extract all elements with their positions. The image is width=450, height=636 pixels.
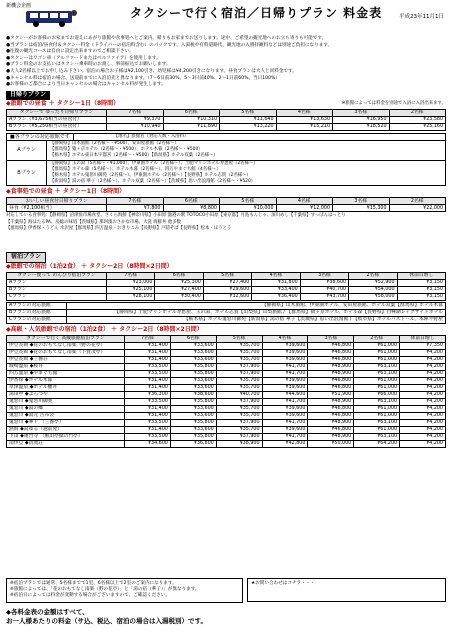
table-cell: 湯田中 ◆よろづや xyxy=(7,391,125,398)
table-cell: ¥4,200 xyxy=(400,363,446,370)
table-cell: ¥10,000 xyxy=(220,205,277,212)
table-cell: ¥3,150 xyxy=(397,279,445,286)
table-cell: ¥3,150 xyxy=(397,293,445,300)
table-cell: ¥39,600 xyxy=(262,356,308,363)
table-cell: ¥7,800 xyxy=(107,205,164,212)
venue-line: 【千葉県】海ほたるPA、房総の味処【茨城県】那珂湊おさかな市場、大洗 海鮮丼 他多数 xyxy=(6,219,182,225)
table-header-cell: 2名様 xyxy=(389,109,446,116)
table-cell: ¥63,100 xyxy=(354,398,400,405)
table-header-cell: 5名様 xyxy=(220,109,277,116)
table-cell: Cプラン xyxy=(7,293,107,300)
table-cell: ¥37,900 xyxy=(216,433,262,440)
table-header-cell: 4名様 xyxy=(252,272,300,279)
table-header-row xyxy=(7,109,446,116)
table-header-cell: 6名様 xyxy=(163,109,220,116)
table-cell: ¥63,100 xyxy=(354,363,400,370)
table-row xyxy=(7,349,446,356)
table-cell: ¥31,400 xyxy=(125,349,171,356)
table-cell: ¥48,900 xyxy=(308,398,354,405)
plan-a-label: Aプラン xyxy=(7,141,47,160)
table-cell: ¥66,000 xyxy=(354,391,400,398)
table-header-cell: 3名様 xyxy=(308,335,354,342)
table-cell: ¥38,600 xyxy=(170,391,216,398)
table-cell: ¥4,200 xyxy=(400,405,446,412)
table-header-cell: タクシーで ゆったり日帰りプラン xyxy=(7,109,107,116)
table-row xyxy=(7,123,446,130)
footer-note: ※宿泊日によっては料金が変動する場合がございますので、ご確認ください。 xyxy=(10,593,170,599)
table-cell: ¥4,200 xyxy=(400,419,446,426)
footer-note: ※旅館によっては、「花のおもてなし南楽（野の花亭）」と「湯の宿（華子）」が異なります。 xyxy=(10,587,200,593)
table-row xyxy=(7,398,446,405)
table-cell: ¥35,800 xyxy=(170,433,216,440)
table-cell: Cプランの対応旅館 xyxy=(7,316,67,323)
table-cell: ¥52,900 xyxy=(349,279,397,286)
table-cell: 昼食（¥2,100相当） xyxy=(7,205,107,212)
table-cell: ¥33,600 xyxy=(170,405,216,412)
table-row xyxy=(7,377,446,384)
table-cell: ¥37,900 xyxy=(216,370,262,377)
table-cell: ¥4,200 xyxy=(400,384,446,391)
table-header-cell: タクシー使って のんびり宿泊プラン xyxy=(7,272,107,279)
table-cell: 鬼怒川 ◆鬼怒川御苑 xyxy=(7,398,125,405)
table-cell: ¥46,800 xyxy=(308,384,354,391)
table-cell: 四万温泉 ◆やまぐち館 xyxy=(7,370,125,377)
table-cell: ¥35,800 xyxy=(170,398,216,405)
table-cell: ¥61,000 xyxy=(354,356,400,363)
table-cell: ¥40,700 xyxy=(300,286,348,293)
table-cell: ¥46,800 xyxy=(308,405,354,412)
table-cell: ¥33,600 xyxy=(170,426,216,433)
table-cell: Bプランの対応旅館 xyxy=(7,309,67,316)
table-cell: ¥33,600 xyxy=(170,412,216,419)
table-cell: 伊香保 ◆ホテル木暮 xyxy=(7,377,125,384)
table-cell: ¥4,200 xyxy=(400,349,446,356)
table-cell: ¥50,000 xyxy=(308,440,354,447)
table-header-cell: 2名様 xyxy=(354,335,400,342)
table-cell: 南伊豆 ◆清流荘 xyxy=(7,440,125,447)
table-cell: ¥61,000 xyxy=(354,384,400,391)
table-cell: ¥51,900 xyxy=(308,391,354,398)
table-header-cell: 7名様 xyxy=(107,198,164,205)
table-cell: ¥4,200 xyxy=(400,433,446,440)
table-cell: ¥33,500 xyxy=(125,398,171,405)
table-cell: ¥35,700 xyxy=(216,384,262,391)
table-cell: ¥35,800 xyxy=(170,370,216,377)
note-item: ●往復の観光コースは自由に設定出来ますのでご相談下さい。 xyxy=(6,49,134,55)
table-cell: 熱海 ◆湯ゆる（越前屋） xyxy=(7,426,125,433)
table-cell: ¥46,800 xyxy=(308,356,354,363)
standard-stay-table xyxy=(6,272,446,301)
table-cell: ¥9,370 xyxy=(107,116,164,123)
price-note xyxy=(6,608,446,626)
plan-header: 【地名】旅館名（対応人数・入浴料） xyxy=(113,133,189,139)
table-cell: ¥35,700 xyxy=(216,412,262,419)
table-row xyxy=(7,302,446,309)
table-cell: ¥10,310 xyxy=(163,116,220,123)
table-row xyxy=(7,342,446,349)
venue-line: 【栃木県】ホテル東日本宇都宮（2名様～・¥500）【新潟県】ホテル双葉（2名様～） xyxy=(50,153,218,159)
table-row xyxy=(7,279,446,286)
table-cell: ¥16,950 xyxy=(333,116,390,123)
plan-note: ■各プランの対応旅館です xyxy=(7,134,74,140)
table-header-cell: 6名様 xyxy=(170,335,216,342)
table-header-cell: 5名様 xyxy=(220,198,277,205)
notes-list xyxy=(6,36,446,89)
table-cell: ¥38,600 xyxy=(300,279,348,286)
table-cell: ¥46,800 xyxy=(308,377,354,384)
table-cell: ¥33,600 xyxy=(170,377,216,384)
table-row xyxy=(7,370,446,377)
table-cell: ¥35,700 xyxy=(216,349,262,356)
table-cell: 下田 ◆蓮台寺 （風山亭緑の竹亭） xyxy=(7,433,125,440)
table-row xyxy=(7,363,446,370)
table-cell: ¥63,100 xyxy=(354,370,400,377)
table-cell: ¥46,800 xyxy=(308,349,354,356)
table-header-cell: 休前日増し xyxy=(397,272,445,279)
table-cell: Aプラン（¥3,675相当の昼食付） xyxy=(7,116,107,123)
table-cell: ¥33,400 xyxy=(252,286,300,293)
table-cell: ¥28,100 xyxy=(107,293,155,300)
table-header-cell: 3名様 xyxy=(333,109,390,116)
table-cell: 伊豆長岡 ◆花のおもてなし南楽（下賀茂亭） xyxy=(7,349,125,356)
table-header-cell: 6名様 xyxy=(155,272,203,279)
price-note-line: ◆各料金表の金額はすべて、 xyxy=(6,608,89,616)
table-cell: ¥38,900 xyxy=(216,440,262,447)
note-item: ●プラン料金のお支払いはタクシー乗車時のお渡し、事前振込でお願いします。 xyxy=(6,62,171,68)
table-cell: ¥39,600 xyxy=(262,426,308,433)
table-cell: ¥31,400 xyxy=(125,384,171,391)
table-cell: ¥33,500 xyxy=(125,433,171,440)
table-cell: ¥37,900 xyxy=(216,398,262,405)
table-header-cell: 7名様 xyxy=(125,335,171,342)
table-row xyxy=(7,316,446,323)
table-cell: Aプランの対応旅館 xyxy=(7,302,67,309)
table-row xyxy=(7,391,446,398)
table-cell: ¥31,400 xyxy=(125,426,171,433)
table-header-cell: 3名様 xyxy=(300,272,348,279)
table-header-cell: 2名様 xyxy=(349,272,397,279)
table-cell: ¥31,400 xyxy=(125,412,171,419)
table-cell: ¥11,890 xyxy=(163,123,220,130)
table-cell: ¥13,220 xyxy=(220,123,277,130)
restaurant-lunch-table xyxy=(6,197,446,212)
table-row xyxy=(7,412,446,419)
table-cell: ¥39,600 xyxy=(262,349,308,356)
table-cell: ¥4,200 xyxy=(400,426,446,433)
table-header-row xyxy=(7,335,446,342)
table-cell: ¥58,000 xyxy=(349,293,397,300)
venue-line: 【群馬県】伊香保・うどん 水沢屋【群馬県】四万温泉・おきりこみ【長野県】戸隠そば【長野県】松本・ほうとう xyxy=(6,225,232,231)
venue-line: 【静岡県】山木旅館（2名様～・¥500）、安田屋旅館（2名様～） xyxy=(50,140,179,146)
table-cell: ¥4,200 xyxy=(400,356,446,363)
table-cell: ¥61,000 xyxy=(354,342,400,349)
table-cell: ¥41,700 xyxy=(262,419,308,426)
table-row xyxy=(7,384,446,391)
table-cell: ¥8,800 xyxy=(163,205,220,212)
table-cell: ¥41,700 xyxy=(262,433,308,440)
table-cell: ¥48,900 xyxy=(308,363,354,370)
restaurant-lunch-heading: ◆食事処での昼食 ＋ タクシー1日（8時間） xyxy=(6,188,126,196)
table-cell: ¥31,400 xyxy=(125,356,171,363)
table-cell: ¥39,600 xyxy=(262,412,308,419)
venue-line: 【栃木県】ホテル鬼怒川御苑（2名様～）、伊東園ホテル（2名様～）【長野県】ホテル志賀（2名様～） xyxy=(50,173,251,178)
venue-line: 【新潟県】湯の宿 華子（2名様～）、ホテル双葉（2名様～）【茨城県】思い出浪漫館（2名様～・¥520） xyxy=(50,179,256,185)
table-cell: 鬼怒川 ◆湯の郷 xyxy=(7,405,125,412)
table-cell: ¥35,800 xyxy=(170,363,216,370)
note-item: ●お客様のご都合により当日キャンセルの場合はキャンセル料が発生します。 xyxy=(6,82,166,88)
table-cell: 城崎温泉 ◆桜井 xyxy=(7,363,125,370)
table-cell: ¥4,200 xyxy=(400,440,446,447)
table-cell: ¥40,700 xyxy=(216,391,262,398)
contact-label: ★お問い合わせはコチラ・・・ xyxy=(251,581,315,586)
venue-line: 【群馬県】ホテル森（5名様～）、ホテル木暮（2名様～）、四万やまぐち館（4名様～） xyxy=(50,166,221,172)
table-header-cell: 2名様 xyxy=(389,198,446,205)
table-row xyxy=(7,433,446,440)
table-cell: ¥46,800 xyxy=(308,426,354,433)
table-cell: ¥39,600 xyxy=(262,342,308,349)
table-cell: ¥31,400 xyxy=(125,377,171,384)
table-cell: 草津温泉 ◆ホテル櫻井 xyxy=(7,384,125,391)
note-item: ●キャンセル料は宿泊の場合、送迎前までに入泊泊先と異なります。（7～6日前30%、5～3日前40%、2～1日前60%、当日100%） xyxy=(6,75,280,81)
spa-plan-venues xyxy=(6,133,446,187)
table-header-cell: 休前日増し xyxy=(400,335,446,342)
table-row xyxy=(7,419,446,426)
table-header-row xyxy=(7,198,446,205)
table-cell: ¥27,400 xyxy=(155,286,203,293)
table-header-cell: 5名様 xyxy=(216,335,262,342)
note-item: ●当プランは宿泊/昼食付＆タクシー料金（ドライバーの宿泊料含む）のパックです。入湯税や有料道路代、観光地の入園拝観料などは別途ご負担になります。 xyxy=(6,42,333,48)
table-cell: ¥61,000 xyxy=(354,405,400,412)
table-cell: 伊豆長岡 ◆花のおもてなし南楽（野の花亭） xyxy=(7,342,125,349)
table-cell: ¥3,150 xyxy=(397,286,445,293)
table-cell: 【栃木県】ホテル鬼怒川御苑【新潟県】湯の宿 華子【茨城県】思い出浪漫館 / 【岐阜県】ホテルパストール、本陣平野屋 xyxy=(67,316,446,323)
table-cell: ¥33,600 xyxy=(170,356,216,363)
table-row xyxy=(7,286,446,293)
company-name: 新機会企画 xyxy=(6,3,32,9)
spa-lunch-note: ※旅館によっては料金を別途で入浴に入浴出来ます。 xyxy=(341,100,446,106)
table-cell: ¥13,630 xyxy=(276,116,333,123)
document-date: 平成23年11月1日 xyxy=(399,14,444,20)
table-cell: ¥35,700 xyxy=(216,426,262,433)
table-cell: ¥34,600 xyxy=(125,440,171,447)
table-cell: 伊豆長岡 ◆三養荘 xyxy=(7,356,125,363)
table-cell: ¥33,600 xyxy=(170,349,216,356)
table-header-cell: タクシーで行く 高級旅館宿泊プラン xyxy=(7,335,125,342)
table-row xyxy=(7,309,446,316)
table-cell: ¥35,700 xyxy=(216,405,262,412)
table-row xyxy=(7,116,446,123)
note-item: ●タクシーがお客様のお家までお迎えにあがり旅館や食事処へとご案内。帰りもお家までお送りします。途中、ご希望の観光地へのお立ち寄りも可能です。 xyxy=(6,36,327,41)
price-note-line: お一人様あたりの料金（サ込、税込、宿泊の場合は入湯税別）です。 xyxy=(6,617,207,625)
table-cell: 鬼怒川 ◆華千 （三養亭） xyxy=(7,419,125,426)
table-cell: ¥61,000 xyxy=(354,412,400,419)
table-cell: ¥33,600 xyxy=(170,384,216,391)
table-cell: ¥41,700 xyxy=(262,398,308,405)
table-cell: ¥12,000 xyxy=(276,205,333,212)
spa-lunch-table xyxy=(6,109,446,131)
table-cell: ¥11,640 xyxy=(220,116,277,123)
contact-box xyxy=(247,578,446,602)
table-cell: ¥43,700 xyxy=(300,293,348,300)
table-cell: Aプラン xyxy=(7,279,107,286)
table-cell: ¥35,700 xyxy=(216,356,262,363)
table-cell: 【静岡県】土肥マリンホテル寿恵屋、玉の湯、ホテル志賀【山梨県】山梨旅館 / 【群馬県】猿ヶ京ホテル、ホテル森【長野県】白樺湖レイクサイドホテル xyxy=(67,309,446,316)
standard-stay-venues xyxy=(6,302,446,324)
table-cell: ¥61,000 xyxy=(354,349,400,356)
table-cell: ¥42,800 xyxy=(262,440,308,447)
note-item: ●タクシーはワゴン車（アルファードまたはベルファイア）を使用します。 xyxy=(6,55,161,61)
table-cell: ¥37,900 xyxy=(216,363,262,370)
table-cell: ¥48,900 xyxy=(308,433,354,440)
table-cell: ¥31,800 xyxy=(252,279,300,286)
table-cell: ¥39,600 xyxy=(262,384,308,391)
table-cell: ¥48,900 xyxy=(308,370,354,377)
table-cell: ¥4,200 xyxy=(400,412,446,419)
footer-note: ※宿泊プランでは通常、5名様までで1室、6名様以上で2室のご案内になります。 xyxy=(10,581,177,586)
table-cell: Bプラン（¥5,250相当の昼食付） xyxy=(7,123,107,130)
standard-stay-heading: ◆旅館での宿泊（1泊2食） ＋ タクシー2日（8時間×2日間） xyxy=(6,262,173,270)
table-cell: ¥36,800 xyxy=(170,440,216,447)
table-header-cell: 5名様 xyxy=(203,272,251,279)
table-header-cell: 4名様 xyxy=(276,109,333,116)
table-cell: ¥23,000 xyxy=(107,279,155,286)
table-row xyxy=(7,426,446,433)
table-cell: ¥48,900 xyxy=(308,419,354,426)
table-cell: ¥25,100 xyxy=(107,286,155,293)
table-cell: ¥54,000 xyxy=(349,286,397,293)
table-cell: ¥7,350 xyxy=(400,342,446,349)
venue-line: 対応している食事処：【静岡県】沼津魚市場食堂、さくら海鮮【神奈川県】小田原 漁港の駅 TOTOCO小田原【東京都】月島もんじゃ、深川めし【千葉県】すっぽんはっとり xyxy=(6,213,346,219)
table-cell: ¥4,200 xyxy=(400,377,446,384)
table-cell: ¥30,400 xyxy=(155,293,203,300)
venue-line: 【静岡県】玉の湯（5名様～・¥1,000）、伊東園ホテル（2名様～）、土肥マリンホテル寿恵屋（2名様～） xyxy=(50,160,258,166)
table-cell: ¥39,600 xyxy=(262,377,308,384)
table-cell: ¥33,500 xyxy=(125,370,171,377)
table-cell: ¥25,300 xyxy=(155,279,203,286)
table-header-cell: 4名様 xyxy=(262,335,308,342)
table-cell: ¥44,600 xyxy=(262,391,308,398)
table-cell: ¥63,100 xyxy=(354,419,400,426)
table-row xyxy=(7,293,446,300)
table-cell: ¥33,500 xyxy=(125,363,171,370)
table-header-cell: 7名様 xyxy=(107,109,164,116)
table-cell: ¥31,400 xyxy=(125,405,171,412)
table-cell: ¥46,800 xyxy=(308,412,354,419)
table-cell: ¥23,580 xyxy=(389,116,446,123)
table-cell: ¥4,200 xyxy=(400,398,446,405)
table-cell: 鬼怒川 ◆湯元 古布袋 xyxy=(7,412,125,419)
taxi-van-icon xyxy=(22,5,80,29)
daytrip-section-label: 日帰りプラン xyxy=(6,91,50,100)
table-header-cell: 7名様 xyxy=(107,272,155,279)
table-cell: ¥35,700 xyxy=(216,377,262,384)
table-cell: ¥39,600 xyxy=(262,405,308,412)
table-cell: ¥25,160 xyxy=(389,123,446,130)
note-item: ●大人2名様以上でお申し込み下さい。宿泊の場合お子様は¥2,100引き、幼児様は¥4,200引きになります。昼食プランは大人と同料金です。 xyxy=(6,68,297,74)
table-cell: ¥33,500 xyxy=(125,419,171,426)
premium-stay-heading: ◆高級・人気旅館での宿泊（1泊2食） ＋ タクシー2日（8時間×2日間） xyxy=(6,325,203,333)
page-title: タクシーで行く宿泊／日帰りプラン 料金表 xyxy=(130,6,383,20)
table-row xyxy=(7,405,446,412)
table-cell: ¥46,800 xyxy=(308,342,354,349)
stay-section-label: 宿泊プラン xyxy=(6,252,46,263)
table-cell: ¥32,600 xyxy=(203,293,251,300)
table-cell: ¥22,000 xyxy=(389,205,446,212)
table-cell: ¥18,520 xyxy=(333,123,390,130)
table-cell: ¥64,200 xyxy=(354,440,400,447)
table-cell: ¥61,000 xyxy=(354,377,400,384)
table-cell: ¥15,210 xyxy=(276,123,333,130)
premium-stay-table xyxy=(6,335,446,448)
venue-line: 【群馬県】猿ヶ京ホテル（2名様～・¥500）、ホテル木暮（2名様～・¥500） xyxy=(50,147,203,153)
table-cell: ¥61,000 xyxy=(354,426,400,433)
table-row xyxy=(7,205,446,212)
table-header-cell: 3名様 xyxy=(333,198,390,205)
table-cell: ¥36,400 xyxy=(252,293,300,300)
table-header-cell: 6名様 xyxy=(163,198,220,205)
restaurant-venues xyxy=(6,213,446,232)
table-cell: ¥35,700 xyxy=(216,342,262,349)
table-cell: ¥31,400 xyxy=(125,342,171,349)
table-cell: ¥10,940 xyxy=(107,123,164,130)
table-cell: ¥63,100 xyxy=(354,433,400,440)
footer-notes xyxy=(6,578,243,603)
table-cell: ¥41,700 xyxy=(262,370,308,377)
table-cell: Bプラン xyxy=(7,286,107,293)
table-cell: ¥33,600 xyxy=(170,342,216,349)
table-row xyxy=(7,356,446,363)
table-header-row xyxy=(7,272,446,279)
table-cell: ¥4,200 xyxy=(400,370,446,377)
stay-section xyxy=(6,252,446,448)
table-cell: ¥41,700 xyxy=(262,363,308,370)
table-cell: ¥4,200 xyxy=(400,391,446,398)
table-cell: ¥29,600 xyxy=(203,286,251,293)
spa-lunch-heading: ◆旅館での昼食 ＋ タクシー1日（8時間） xyxy=(6,99,120,107)
table-header-cell: 4名様 xyxy=(276,198,333,205)
table-cell: ¥35,800 xyxy=(170,419,216,426)
plan-b-label: Bプラン xyxy=(7,161,47,186)
table-cell: 【静岡県】山木旅館、伊東園ホテル、安田屋旅館、ホテル双葉【群馬県】ホテル木暮 xyxy=(67,302,446,309)
footer xyxy=(6,578,446,603)
table-cell: ¥36,300 xyxy=(125,391,171,398)
table-cell: ¥37,900 xyxy=(216,419,262,426)
table-cell: ¥27,400 xyxy=(203,279,251,286)
daytrip-section xyxy=(6,91,446,232)
table-header-cell: おいしい昼食付日帰りプラン xyxy=(7,198,107,205)
table-cell: ¥15,300 xyxy=(333,205,390,212)
table-row xyxy=(7,440,446,447)
